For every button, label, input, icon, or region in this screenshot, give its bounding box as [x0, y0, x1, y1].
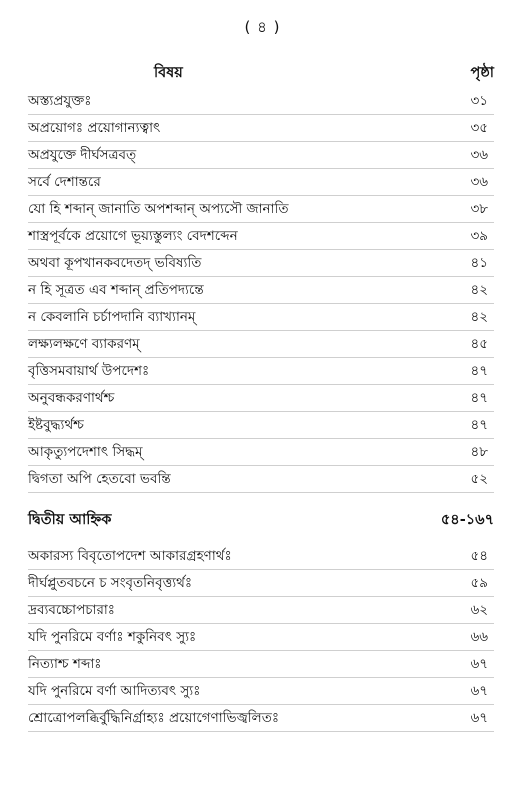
toc-entry [28, 466, 494, 493]
entry-title: দ্বিগতা অপি হেতবো ভবন্তি [28, 471, 171, 487]
entry-title: ন কেবলানি চর্চাপদানি ব্যাখ্যানম্ [28, 309, 196, 325]
toc-entry [28, 304, 494, 331]
entry-title: অপ্রযুক্তে দীর্ঘসত্রবত্ [28, 147, 137, 163]
table-of-contents [28, 62, 494, 732]
section-1-entries [28, 88, 494, 493]
entry-title: অনুবন্ধকরণার্থশ্চ [28, 390, 115, 406]
entry-title: লক্ষ্যলক্ষণে ব্যাকরণম্ [28, 336, 140, 352]
page-column-heading: পৃষ্ঠা [470, 65, 494, 81]
entry-title: বৃত্তিসমবায়ার্থ উপদেশঃ [28, 363, 150, 379]
entry-page: ৪৭ [470, 363, 488, 379]
entry-page: ৪৫ [470, 336, 488, 352]
entry-title: অস্ত্যপ্রযুক্তঃ [28, 93, 92, 109]
toc-entry [28, 543, 494, 570]
entry-page: ৪৮ [470, 444, 488, 460]
entry-title: অকারস্য বিবৃতোপদেশ আকারগ্রহণার্থঃ [28, 548, 232, 564]
entry-title: ইষ্টবুদ্ধ্যর্থশ্চ [28, 417, 84, 433]
toc-entry [28, 331, 494, 358]
section-page-range: ৫৪-১৬৭ [440, 512, 494, 528]
entry-title: যদি পুনরিমে বর্ণা আদিত্যবৎ স্যুঃ [28, 683, 201, 699]
toc-entry [28, 570, 494, 597]
entry-page: ৫৪ [470, 548, 488, 564]
toc-entry [28, 223, 494, 250]
subject-column-heading: বিষয় [154, 65, 183, 81]
toc-entry [28, 196, 494, 223]
section-heading [28, 507, 494, 533]
toc-entry [28, 439, 494, 466]
entry-page: ৬৭ [470, 683, 488, 699]
entry-page: ৬২ [470, 602, 488, 618]
toc-entry [28, 678, 494, 705]
toc-entry [28, 651, 494, 678]
entry-page: ৪১ [470, 255, 488, 271]
toc-entry [28, 624, 494, 651]
toc-entry [28, 169, 494, 196]
entry-page: ৪২ [470, 309, 488, 325]
entry-title: অপ্রয়োগঃ প্রয়োগান্যত্বাৎ [28, 120, 161, 136]
entry-title: যদি পুনরিমে বর্ণাঃ শকুনিবৎ স্যুঃ [28, 629, 197, 645]
toc-entry [28, 88, 494, 115]
entry-page: ৩৬ [470, 174, 488, 190]
entry-page: ৩৮ [470, 201, 488, 217]
entry-page: ৬৭ [470, 656, 488, 672]
toc-entry [28, 142, 494, 169]
entry-title: আকৃত্যুপদেশাৎ সিদ্ধম্ [28, 444, 143, 460]
toc-entry [28, 358, 494, 385]
entry-title: শাস্ত্রপূর্বকে প্রয়োগে ভূয়্যস্তুল্যং বেদশব্দেন [28, 228, 238, 244]
entry-page: ৫২ [470, 471, 488, 487]
entry-title: দীর্ঘপ্লুতবচনে চ সংবৃতনিবৃত্ত্যর্থঃ [28, 575, 193, 591]
entry-page: ৪২ [470, 282, 488, 298]
entry-title: দ্রব্যবচ্চোপচারাঃ [28, 602, 115, 618]
entry-title: যো হি শব্দান্ জানাতি অপশব্দান্ অপ্যসৌ জানাতি [28, 201, 289, 217]
entry-title: সর্বে দেশান্তরে [28, 174, 101, 190]
toc-entry [28, 277, 494, 304]
page-number: ( ৪ ) [244, 18, 281, 36]
toc-entry [28, 250, 494, 277]
entry-title: অথবা কূপখানকবদেতদ্ ভবিষ্যতি [28, 255, 202, 271]
entry-page: ৩৫ [470, 120, 488, 136]
entry-title: শ্রোত্রোপলব্ধির্বুদ্ধিনির্গ্রাহ্যঃ প্রয়োগেণাভিজ্বলিতঃ [28, 710, 280, 726]
entry-page: ৩১ [470, 93, 488, 109]
toc-entry [28, 705, 494, 732]
section-title: দ্বিতীয় আহ্নিক [28, 512, 112, 528]
entry-page: ৬৬ [470, 629, 488, 645]
entry-page: ৬৭ [470, 710, 488, 726]
toc-entry [28, 115, 494, 142]
entry-page: ৪৭ [470, 390, 488, 406]
entry-title: ন হি সূত্রত এব শব্দান্ প্রতিপদ্যন্তে [28, 282, 204, 298]
entry-page: ৫৯ [470, 575, 488, 591]
entry-page: ৩৯ [470, 228, 488, 244]
toc-entry [28, 597, 494, 624]
entry-title: নিত্যাশ্চ শব্দাঃ [28, 656, 102, 672]
entry-page: ৩৬ [470, 147, 488, 163]
toc-entry [28, 385, 494, 412]
toc-header [28, 62, 494, 88]
section-2-entries [28, 543, 494, 732]
entry-page: ৪৭ [470, 417, 488, 433]
toc-entry [28, 412, 494, 439]
